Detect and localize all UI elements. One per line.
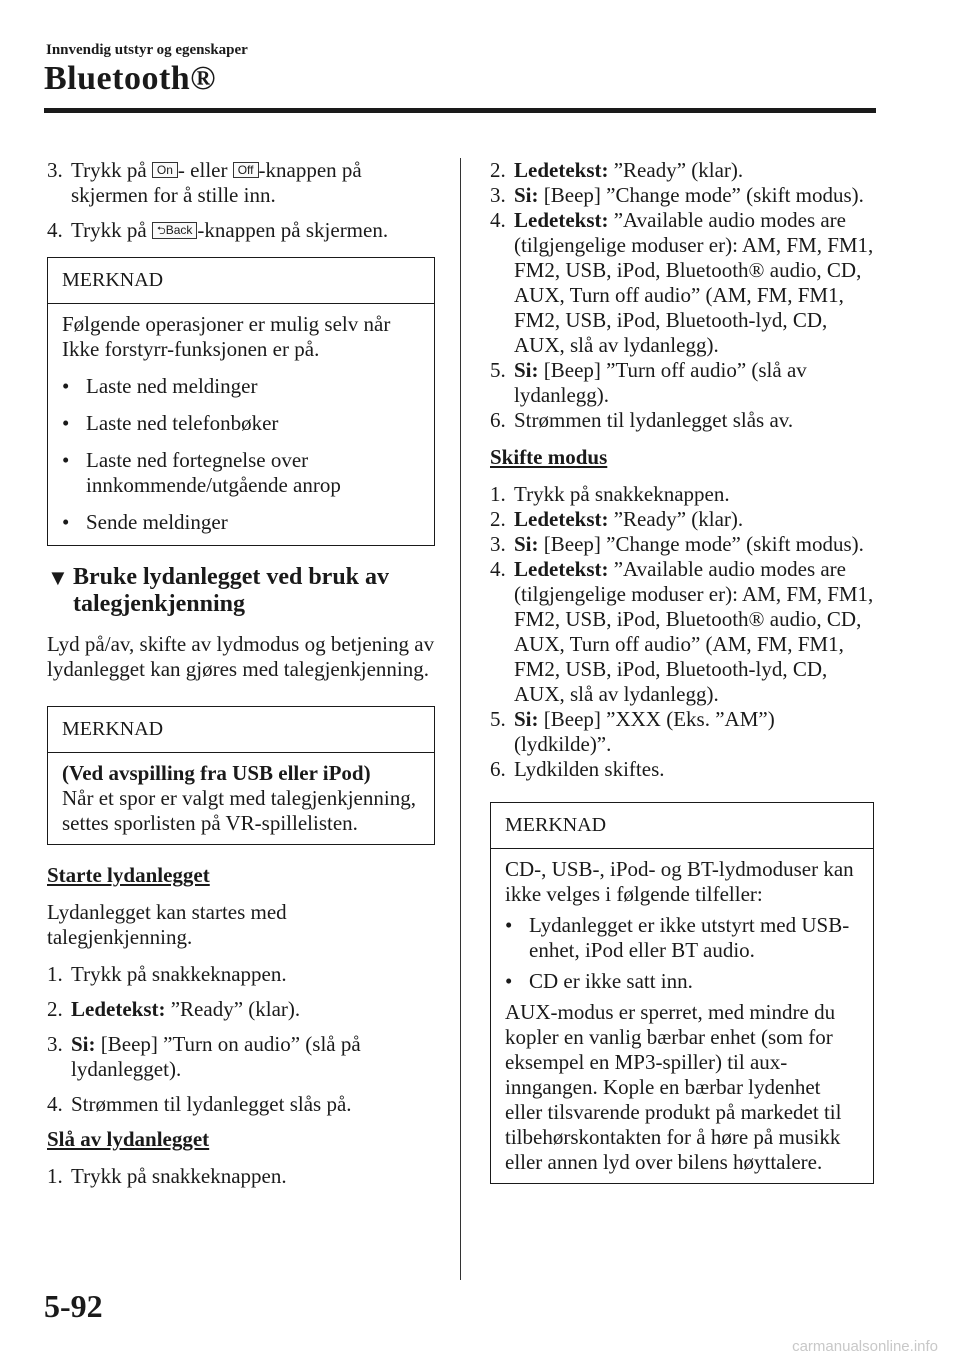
section-heading: ▼ Bruke lydanlegget ved bruk av talegjenkjenning xyxy=(47,564,390,617)
start-step-1: 1. Trykk på snakkeknappen. xyxy=(47,962,287,986)
bullet-icon: • xyxy=(505,969,513,993)
mode-step-1: 1. Trykk på snakkeknappen. xyxy=(490,482,730,506)
note-outro: AUX-modus er sperret, med mindre du kopler en vanlig bærbar enhet (som for eksempel en MP3-spiller) til aux-inngangen. Kople en bærbar lydenhet eller tilsvarende produkt på markedet til tilbehørskontakten for å høre på musikk eller annen lyd over bilens høyttalere. xyxy=(505,1000,842,1174)
bullet-icon: • xyxy=(62,448,70,472)
mode-step-6: 6. Lydkilden skiftes. xyxy=(490,757,665,781)
off-step-4: 4. Ledetekst: ”Available audio modes are (tilgjengelige moduser er): AM, FM, FM1, FM2, USB, iPod, Bluetooth® audio, CD, AUX, Turn off audio” (AM, FM, FM1, FM2, USB, iPod, Bluetooth-lyd, CD, AUX, slå av lydanlegg). xyxy=(490,208,874,357)
header-section-label: Innvendig utstyr og egenskaper xyxy=(46,42,248,58)
column-divider xyxy=(460,158,461,1280)
page-number: 5-92 xyxy=(44,1288,103,1324)
off-button[interactable]: Off xyxy=(233,162,259,178)
left-column xyxy=(47,158,435,1199)
step-3: 3. Trykk på On - eller Off -knappen på skjermen for å stille inn. xyxy=(47,158,362,207)
list-item: • Lydanlegget er ikke utstyrt med USB-enhet, iPod eller BT audio. xyxy=(505,913,850,962)
note-intro: CD-, USB-, iPod- og BT-lydmoduser kan ikke velges i følgende tilfeller: xyxy=(505,857,854,906)
back-arrow-icon: ⮌ xyxy=(156,225,166,237)
mode-step-2: 2. Ledetekst: ”Ready” (klar). xyxy=(490,507,744,531)
note-box-usb xyxy=(47,706,435,845)
bullet-icon: • xyxy=(62,510,70,534)
watermark: carmanualsonline.info xyxy=(792,1338,938,1355)
right-column xyxy=(490,158,874,1184)
start-intro: Lydanlegget kan startes med talegjenkjenning. xyxy=(47,900,287,949)
note-box-modes xyxy=(490,802,874,1184)
back-button[interactable]: ⮌Back xyxy=(152,222,198,239)
subheading-start: Starte lydanlegget xyxy=(47,863,210,887)
page-title: Bluetooth® xyxy=(44,60,217,97)
note-bold-line: (Ved avspilling fra USB eller iPod) xyxy=(62,761,371,785)
on-button[interactable]: On xyxy=(152,162,178,178)
start-step-3: 3. Si: [Beep] ”Turn on audio” (slå på lydanlegget). xyxy=(47,1032,361,1081)
section-intro: Lyd på/av, skifte av lydmodus og betjening av lydanlegget kan gjøres med talegjenkjenning. xyxy=(47,632,435,681)
header-rule xyxy=(44,108,876,113)
note-box-dnd xyxy=(47,257,435,546)
step-4: 4. Trykk på ⮌Back -knappen på skjermen. xyxy=(47,218,389,242)
start-step-2: 2. Ledetekst: ”Ready” (klar). xyxy=(47,997,301,1021)
subheading-off: Slå av lydanlegget xyxy=(47,1127,210,1151)
note-heading: MERKNAD xyxy=(48,258,434,304)
off-step-6: 6. Strømmen til lydanlegget slås av. xyxy=(490,408,794,432)
mode-step-3: 3. Si: [Beep] ”Change mode” (skift modus). xyxy=(490,532,864,556)
off-step-1: 1. Trykk på snakkeknappen. xyxy=(47,1164,287,1188)
off-step-2: 2. Ledetekst: ”Ready” (klar). xyxy=(490,158,744,182)
note-body: Når et spor er valgt med talegjenkjenning, settes sporlisten på VR-spillelisten. xyxy=(62,786,416,835)
list-item: • Sende meldinger xyxy=(62,510,228,534)
mode-step-4: 4. Ledetekst: ”Available audio modes are (tilgjengelige moduser er): AM, FM, FM1, FM2, USB, iPod, Bluetooth® audio, CD, AUX, Turn off audio” (AM, FM, FM1, FM2, USB, iPod, Bluetooth-lyd, CD, AUX, slå av lydanlegg). xyxy=(490,557,874,706)
subheading-mode: Skifte modus xyxy=(490,445,608,469)
note-intro: Følgende operasjoner er mulig selv når Ikke forstyrr-funksjonen er på. xyxy=(62,312,391,361)
bullet-icon: • xyxy=(505,913,513,937)
list-item: • Laste ned fortegnelse over innkommende/utgående anrop xyxy=(62,448,341,497)
mode-step-5: 5. Si: [Beep] ”XXX (Eks. ”AM”) (lydkilde)”. xyxy=(490,707,775,756)
start-step-4: 4. Strømmen til lydanlegget slås på. xyxy=(47,1092,352,1116)
triangle-marker-icon: ▼ xyxy=(47,565,69,590)
note-heading: MERKNAD xyxy=(491,803,873,849)
off-step-5: 5. Si: [Beep] ”Turn off audio” (slå av lydanlegg). xyxy=(490,358,807,407)
off-step-3: 3. Si: [Beep] ”Change mode” (skift modus). xyxy=(490,183,864,207)
bullet-icon: • xyxy=(62,411,70,435)
list-item: • Laste ned telefonbøker xyxy=(62,411,279,435)
note-heading: MERKNAD xyxy=(48,707,434,753)
list-item: • Laste ned meldinger xyxy=(62,374,258,398)
list-item: • CD er ikke satt inn. xyxy=(505,969,693,993)
bullet-icon: • xyxy=(62,374,70,398)
